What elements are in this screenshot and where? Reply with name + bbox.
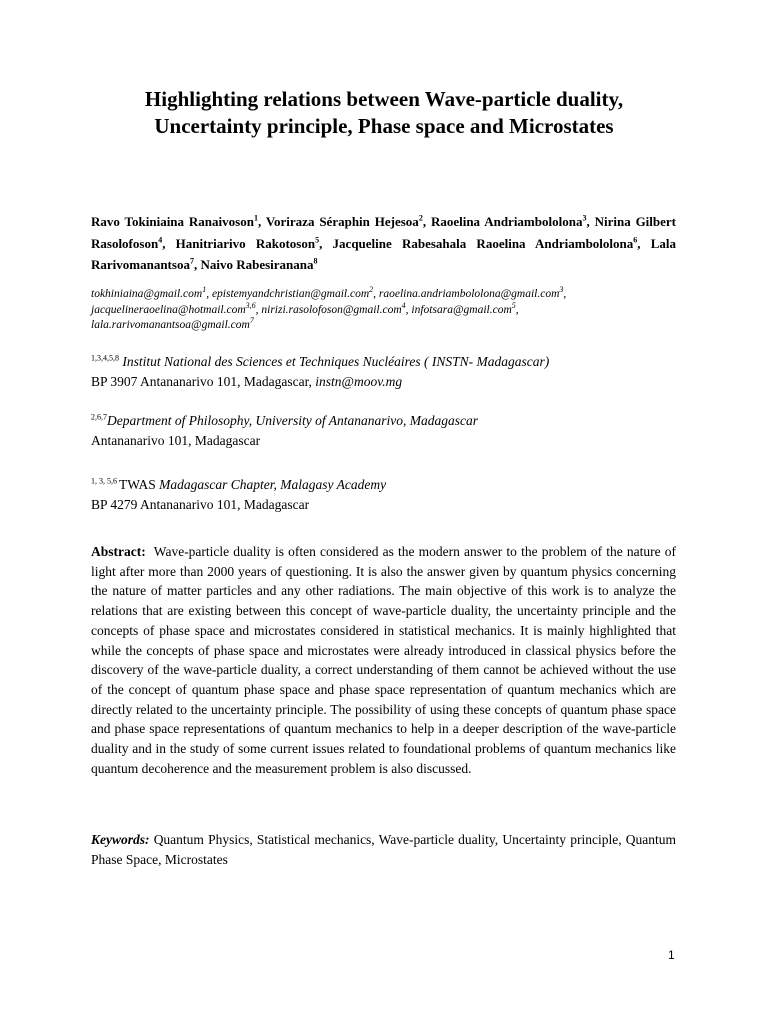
- affiliation-twas: [91, 475, 676, 515]
- affiliation-name: $^{2,6,7}$Department of Philosophy, University of Antananarivo, Madagascar: [91, 412, 478, 428]
- page-number: 1: [668, 948, 675, 962]
- author: Naivo Rabesiranana$^8$: [200, 256, 318, 272]
- affiliation-name: $^{1, 3, 5,6}$ TWAS Madagascar Chapter, Malagasy Academy: [91, 476, 387, 492]
- author: Nirina Gilbert Rasolofoson$^4$,: [91, 214, 676, 251]
- keywords: [91, 830, 676, 869]
- affiliation-instn: [91, 352, 676, 392]
- email-link[interactable]: nirizi.rasolofoson@gmail.com$^4$: [261, 300, 406, 316]
- email-link[interactable]: epistemyandchristian@gmail.com$^2$: [211, 285, 374, 300]
- author: Voriraza Séraphin Hejesoa$^2$,: [265, 213, 431, 229]
- keywords-text: Quantum Physics, Statistical mechanics, Wave-particle duality, Uncertainty principle, Quantum Phase Space, Microstates: [91, 832, 677, 867]
- keywords-label: Keywords:: [91, 832, 150, 847]
- affiliation-address: Antananarivo 101, Madagascar: [91, 433, 261, 448]
- email-list: tokhiniaina@gmail.com$^1$, epistemyandchristian@gmail.com$^2$, raoelina.andriambololona@gmail.com$^3$, jacquelineraoelina@hotmail.com$^{3,6}$, nirizi.rasolofoson@gmail.com$^4$, infotsara@gmail.com$^5$, lala.rarivomanantsoa@gmail.com$^7$: [91, 285, 567, 331]
- affiliation-address: BP 4279 Antananarivo 101, Madagascar: [91, 497, 310, 512]
- author-list: [91, 211, 676, 276]
- author: Ravo Tokiniaina Ranaivoson$^1$,: [91, 213, 266, 229]
- affiliation-address: BP 3907 Antananarivo 101, Madagascar, instn@moov.mg: [91, 374, 403, 389]
- email-link[interactable]: infotsara@gmail.com$^5$: [411, 300, 516, 316]
- abstract: [91, 542, 676, 778]
- author: Raoelina Andriambololona$^3$,: [430, 213, 595, 229]
- email-link[interactable]: jacquelineraoelina@hotmail.com$^{3,6}$: [91, 300, 256, 316]
- affiliation-name: $^{1,3,4,5,8}$ Institut National des Sciences et Techniques Nucléaires ( INSTN- Madagascar): [91, 353, 550, 369]
- email-link[interactable]: tokhiniaina@gmail.com$^1$: [91, 285, 207, 300]
- title-line-1: Highlighting relations between Wave-particle duality,: [144, 87, 624, 111]
- paper-title: [60, 86, 708, 140]
- email-link[interactable]: raoelina.andriambololona@gmail.com$^3$: [378, 285, 564, 300]
- abstract-text: Wave-particle duality is often considered as the modern answer to the problem of the nature of light after more than 2000 years of questioning. It is also the answer given by quantum physics concerning the nature of matter particles and any other radiations. The main objective of this work is to analyze the relations that are existing between this concept of wave-particle duality, the uncertainty principle and the concepts of phase space and microstates considered in statistical mechanics. It is mainly highlighted that while the concepts of phase space and microstates were already introduced in classical physics before the discovery of the wave-particle duality, a correct understanding of them cannot be achieved without the use of the concept of quantum phase space and phase space representation of quantum mechanics which are directly related to the uncertainty principle. The possibility of using these concepts of quantum phase space and phase space representations of quantum mechanics to help in a deeper description of the wave-particle duality and in the study of some current issues related to foundational problems of quantum mechanics like quantum decoherence and the measurement problem is also discussed.: [91, 544, 676, 776]
- author: Lala Rarivomanantsoa$^7$,: [91, 235, 676, 272]
- author: Jacqueline Rabesahala Raoelina Andriambololona$^6$,: [332, 235, 651, 251]
- email-link[interactable]: lala.rarivomanantsoa@gmail.com$^7$: [91, 316, 254, 331]
- author: Hanitriarivo Rakotoson$^5$,: [175, 235, 333, 251]
- affiliation-email-link[interactable]: instn@moov.mg: [315, 374, 403, 389]
- title-line-2: Uncertainty principle, Phase space and Microstates: [154, 114, 614, 138]
- abstract-label: Abstract:: [91, 544, 146, 559]
- affiliation-philosophy: [91, 411, 676, 451]
